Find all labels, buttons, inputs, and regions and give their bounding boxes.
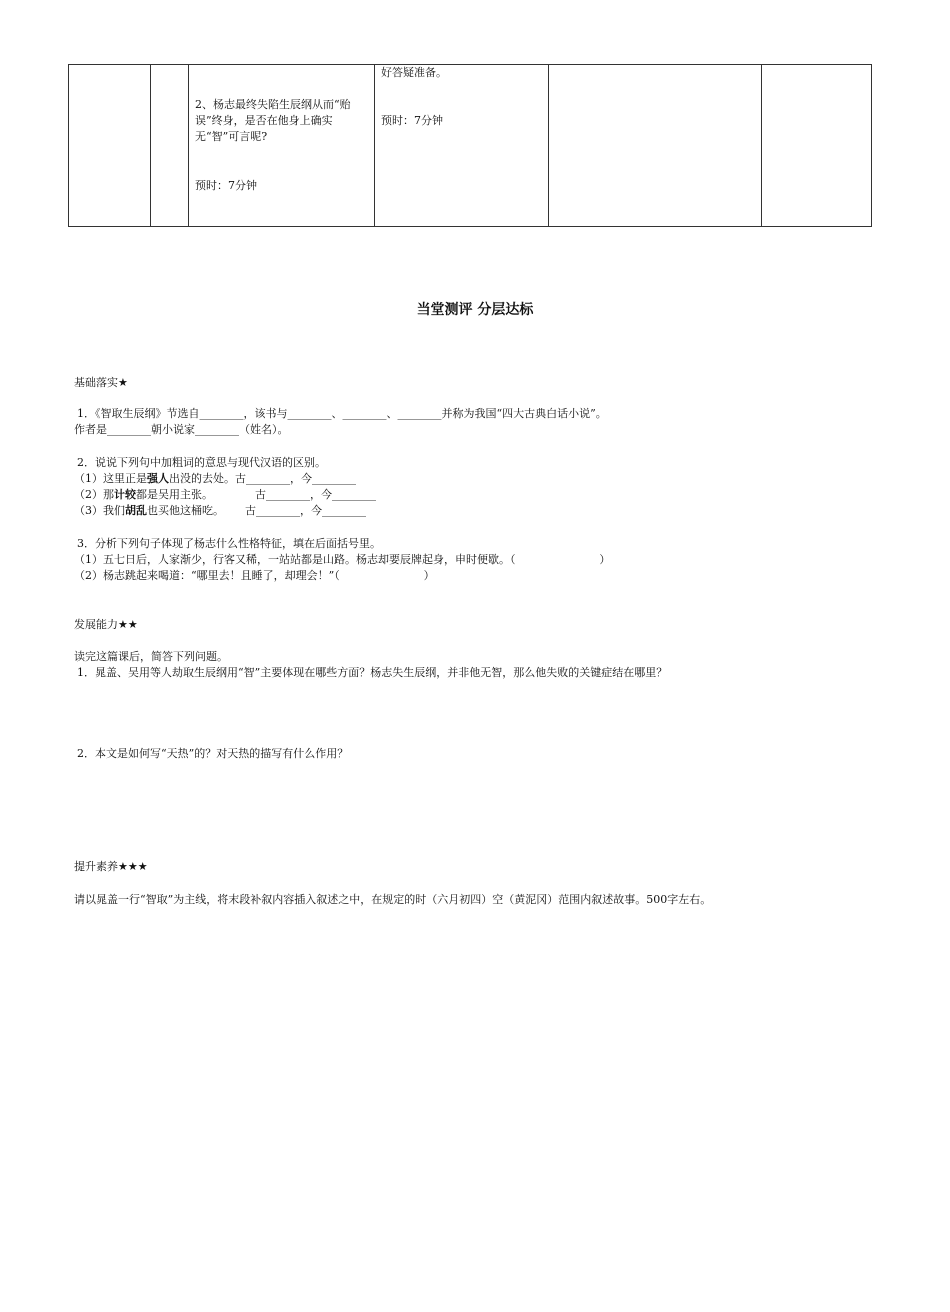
develop-q2: 2．本文是如何写“天热”的？对天热的描写有什么作用？	[77, 747, 349, 760]
question-2-time: 预时：7分钟	[195, 179, 257, 192]
table-cell-question	[189, 65, 375, 227]
basic-q1-line1: 1．《智取生辰纲》节选自________，该书与________、________、________并称为我国“四大古典白话小说”。	[77, 407, 607, 420]
table-cell	[762, 65, 872, 227]
basic-q2-item-2	[74, 488, 376, 502]
q2-1-prefix: （1）这里正是	[74, 472, 147, 485]
basic-heading: 基础落实★	[74, 376, 128, 389]
q2-1-suffix: 出没的去处。古________，今________	[169, 472, 356, 485]
basic-q2-item-1	[74, 472, 356, 486]
table-cell	[69, 65, 151, 227]
develop-q1: 1．晁盖、吴用等人劫取生辰纲用“智”主要体现在哪些方面？杨志失生辰纲，并非他无智，那么他失败的关键症结在哪里？	[77, 666, 668, 679]
table-row	[69, 65, 872, 227]
develop-heading: 发展能力★★	[74, 618, 138, 631]
q2-2-bold-word: 计较	[114, 488, 136, 501]
basic-q3-item-2: （2）杨志跳起来喝道：“哪里去！且睡了，却理会！”（ ）	[74, 569, 435, 582]
develop-intro: 读完这篇课后，简答下列问题。	[74, 650, 228, 663]
q2-3-bold-word: 胡乱	[125, 504, 147, 517]
basic-q3-item-1: （1）五七日后，人家渐少，行客又稀，一站站都是山路。杨志却要辰牌起身，申时便歇。（ ）	[74, 553, 611, 566]
table-cell	[549, 65, 762, 227]
basic-q3-intro: 3．分析下列句子体现了杨志什么性格特征，填在后面括号里。	[77, 537, 381, 550]
table-cell	[151, 65, 189, 227]
q2-3-suffix: 也买他这桶吃。 古________，今________	[147, 504, 366, 517]
q2-2-suffix: 都是吴用主张。 古________，今________	[136, 488, 376, 501]
answer-time: 预时：7分钟	[381, 114, 443, 127]
q2-3-prefix: （3）我们	[74, 504, 125, 517]
improve-heading: 提升素养★★★	[74, 860, 148, 873]
q2-2-prefix: （2）那	[74, 488, 114, 501]
q2-1-bold-word: 强人	[147, 472, 169, 485]
improve-task: 请以晁盖一行“智取”为主线，将末段补叙内容插入叙述之中，在规定的时（六月初四）空（黄泥冈）范围内叙述故事。500字左右。	[74, 893, 712, 906]
table-cell-answer	[375, 65, 549, 227]
basic-q1-line2: 作者是________朝小说家________（姓名）。	[74, 423, 289, 436]
basic-q2-intro: 2．说说下列句中加粗词的意思与现代汉语的区别。	[77, 456, 326, 469]
basic-q2-item-3	[74, 504, 366, 518]
question-2-text: 2、杨志最终失陷生辰纲从而“贻误”终身，是否在他身上确实无“智”可言呢?	[195, 98, 351, 143]
lesson-plan-table	[68, 64, 872, 227]
answer-prep-text: 好答疑准备。	[381, 66, 447, 79]
section-title: 当堂测评 分层达标	[416, 302, 534, 318]
